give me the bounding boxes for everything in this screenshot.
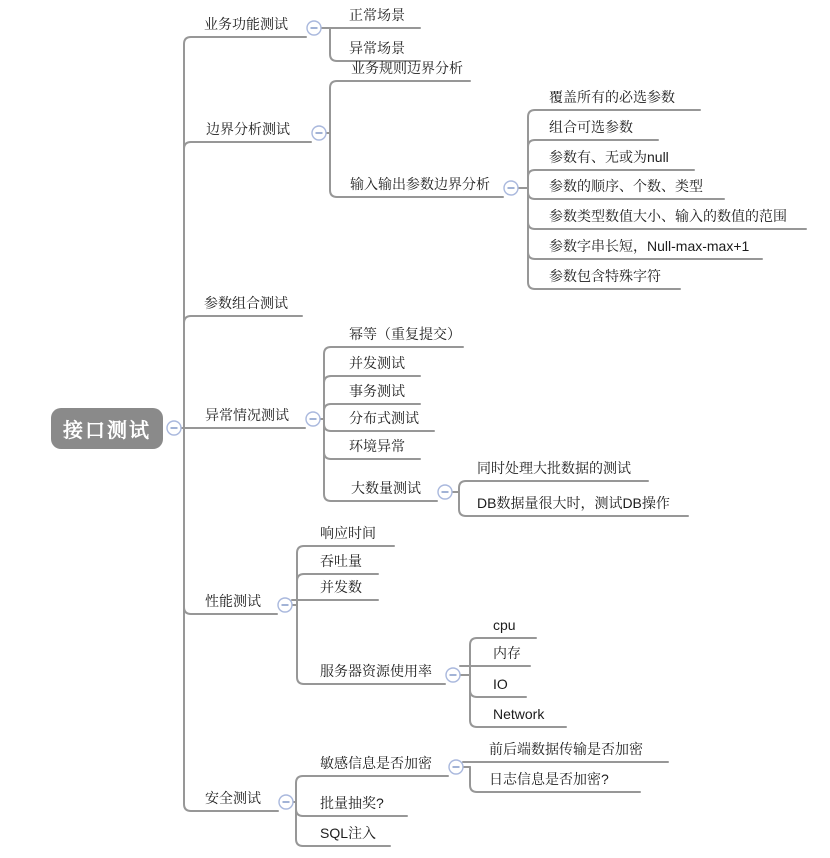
topic-label[interactable]: 响应时间 — [320, 525, 376, 541]
topic-label[interactable]: 参数类型数值大小、输入的数值的范围 — [549, 208, 787, 224]
topic-label[interactable]: 敏感信息是否加密 — [320, 755, 432, 771]
topic-label[interactable]: 吞吐量 — [320, 553, 362, 569]
topic-label[interactable]: 并发测试 — [349, 355, 405, 371]
topic-label[interactable]: 内存 — [493, 645, 521, 661]
topic-label[interactable]: Network — [493, 706, 545, 722]
branch-connector — [459, 481, 648, 492]
topic-label[interactable]: 参数有、无或为null — [549, 149, 669, 165]
topic-label[interactable]: 异常情况测试 — [205, 407, 289, 423]
topic-label[interactable]: 组合可选参数 — [549, 119, 633, 135]
topic-label[interactable]: 大数量测试 — [351, 480, 421, 496]
topic-label[interactable]: 参数字串长短，Null-max-max+1 — [549, 238, 750, 254]
topic-label[interactable]: 前后端数据传输是否加密 — [489, 741, 643, 757]
topic-label[interactable]: 覆盖所有的必选参数 — [549, 89, 675, 105]
topic-label[interactable]: 并发数 — [320, 579, 362, 595]
topic-label[interactable]: 异常场景 — [349, 40, 405, 56]
branch-connector — [184, 428, 277, 614]
branch-connector — [330, 81, 470, 133]
topic-label[interactable]: 性能测试 — [205, 593, 261, 609]
topic-label[interactable]: 批量抽奖? — [320, 795, 384, 811]
topic-label[interactable]: 参数组合测试 — [204, 295, 288, 311]
topic-label[interactable]: 业务规则边界分析 — [351, 60, 463, 76]
topic-label[interactable]: IO — [493, 676, 508, 692]
topic-label[interactable]: 环境异常 — [349, 438, 405, 454]
topic-label[interactable]: SQL注入 — [320, 825, 377, 841]
branch-connector — [184, 37, 306, 428]
topic-label[interactable]: 分布式测试 — [349, 410, 419, 426]
topic-label[interactable]: DB数据量很大时，测试DB操作 — [477, 495, 670, 511]
topic-label[interactable]: 事务测试 — [349, 383, 405, 399]
topic-label[interactable]: 正常场景 — [349, 7, 405, 23]
topic-label[interactable]: 业务功能测试 — [204, 16, 288, 32]
topic-label[interactable]: cpu — [493, 617, 516, 633]
topic-label[interactable]: 参数包含特殊字符 — [549, 268, 661, 284]
topic-label[interactable]: 边界分析测试 — [206, 121, 290, 137]
topic-label[interactable]: 安全测试 — [205, 790, 261, 806]
root-topic[interactable]: 接口测试 — [51, 408, 163, 449]
topic-label[interactable]: 日志信息是否加密? — [489, 771, 609, 787]
topic-label[interactable]: 幂等（重复提交） — [349, 326, 461, 342]
topic-label[interactable]: 输入输出参数边界分析 — [350, 176, 490, 192]
topic-label[interactable]: 参数的顺序、个数、类型 — [549, 178, 703, 194]
branch-connector — [184, 428, 278, 811]
topic-label[interactable]: 同时处理大批数据的测试 — [477, 460, 631, 476]
topic-label[interactable]: 服务器资源使用率 — [320, 663, 432, 679]
branch-connector — [184, 142, 311, 428]
